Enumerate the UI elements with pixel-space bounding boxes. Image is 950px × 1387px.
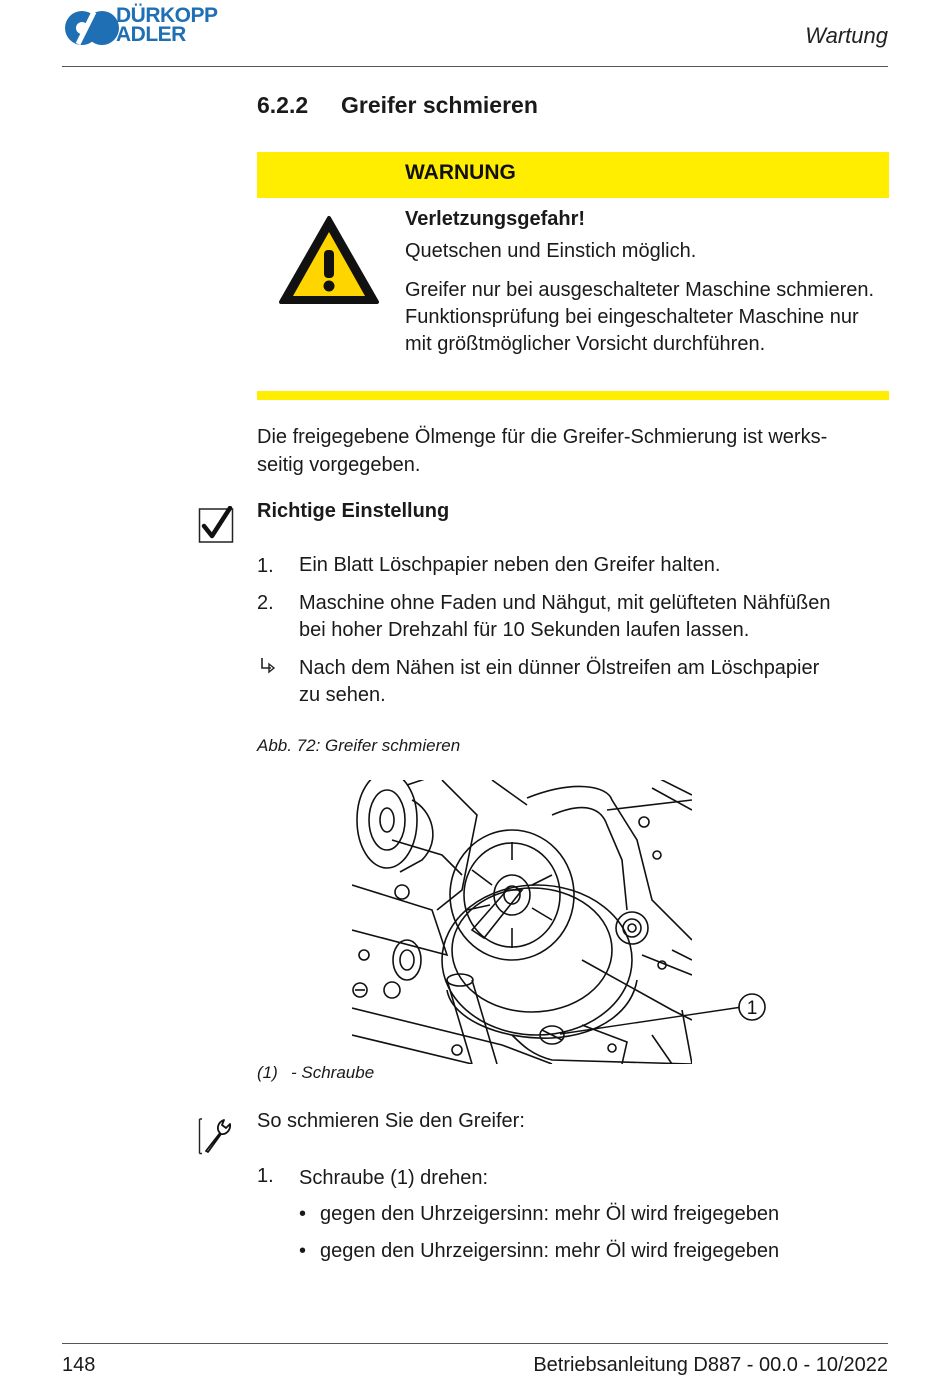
- check-section-title: Richtige Einstellung: [257, 500, 450, 522]
- section-number: 6.2.2: [257, 92, 309, 118]
- intro-line-1: Die freigegebene Ölmenge für die Greifer-Schmierung ist werks-: [257, 426, 828, 448]
- warning-consequence: Quetschen und Einstich möglich.: [405, 240, 697, 262]
- procedure-step-text: Schraube (1) drehen:: [299, 1167, 489, 1189]
- footer-divider: [62, 1343, 888, 1344]
- document-reference: Betriebsanleitung D887 - 00.0 - 10/2022: [533, 1354, 888, 1376]
- page-number: 148: [62, 1354, 96, 1376]
- intro-line-2: seitig vorgegeben.: [257, 454, 421, 476]
- checkbox-check-icon: [198, 506, 234, 544]
- bullet-text: gegen den Uhrzeigersinn: mehr Öl wird freigegeben: [320, 1240, 780, 1262]
- warning-instruction: Greifer nur bei ausgeschalteter Maschine schmieren. Funktionsprüfung bei eingeschalteter Maschine nur mit größtmöglicher Vorsicht durchführen.: [405, 279, 875, 355]
- warning-banner: [257, 152, 889, 198]
- step-line: bei hoher Drehzahl für 10 Sekunden laufen lassen.: [299, 619, 750, 641]
- warning-hazard: Verletzungsgefahr!: [405, 208, 586, 230]
- warning-bottom-bar: [257, 391, 889, 400]
- bullet-item: [299, 1240, 779, 1263]
- header-divider: [62, 66, 888, 67]
- procedure-step-number: 1.: [257, 1165, 274, 1187]
- result-line: zu sehen.: [299, 684, 386, 706]
- bullet-text: gegen den Uhrzeigersinn: mehr Öl wird freigegeben: [320, 1203, 780, 1225]
- legend-number: (1): [257, 1063, 278, 1082]
- header-section-title: Wartung: [805, 23, 888, 48]
- hook-lubrication-illustration: [352, 780, 772, 1064]
- callout-number: 1: [746, 998, 758, 1019]
- warning-label: WARNUNG: [405, 161, 516, 184]
- wrench-icon: [198, 1115, 234, 1155]
- step-line: Ein Blatt Löschpapier neben den Greifer halten.: [299, 554, 721, 576]
- warning-triangle-icon: [277, 214, 381, 308]
- step-line: Maschine ohne Faden und Nähgut, mit gelüfteten Nähfüßen: [299, 592, 831, 614]
- step-number: 2.: [257, 592, 274, 614]
- step-text: [299, 552, 899, 579]
- brand-name: [116, 6, 218, 44]
- page-title: [257, 92, 538, 119]
- bullet-dot-icon: •: [299, 1240, 307, 1262]
- figure-legend: [257, 1063, 374, 1083]
- brand-line-1: DÜRKOPP: [116, 4, 218, 27]
- result-arrow-icon: [259, 657, 277, 677]
- brand-line-2: ADLER: [116, 23, 186, 46]
- step-number: 1.: [257, 555, 274, 577]
- legend-text: - Schraube: [291, 1063, 375, 1082]
- result-text: [299, 655, 899, 709]
- bullet-dot-icon: •: [299, 1203, 307, 1225]
- figure-caption: Abb. 72: Greifer schmieren: [257, 736, 461, 755]
- section-title: Greifer schmieren: [341, 92, 538, 118]
- result-line: Nach dem Nähen ist ein dünner Ölstreifen am Löschpapier: [299, 657, 820, 679]
- bullet-item: [299, 1203, 779, 1226]
- procedure-intro: So schmieren Sie den Greifer:: [257, 1110, 525, 1132]
- step-text: [299, 590, 899, 644]
- intro-paragraph: [257, 423, 897, 479]
